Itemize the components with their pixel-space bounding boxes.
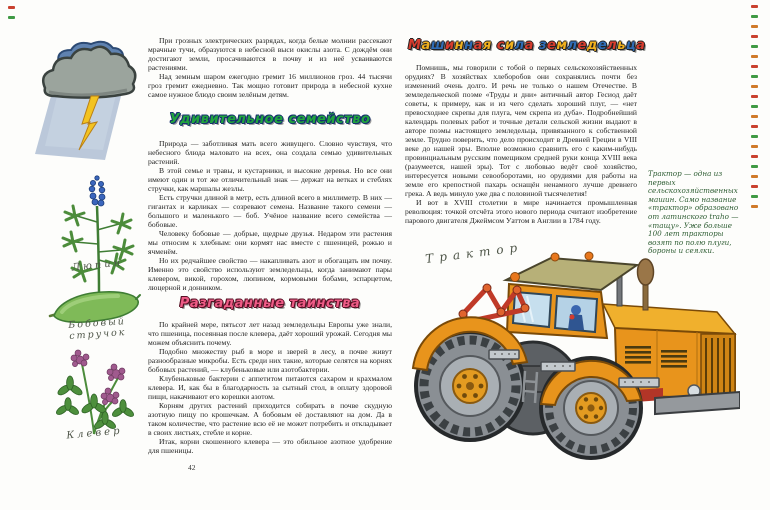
- page-number: 42: [188, 463, 196, 472]
- lupine-caption: Люпин: [71, 257, 124, 274]
- paragraph: При грозных электрических разрядах, когда белые молнии рассекают мрачные тучи, образуются в небесной выси окислы азота. С дождём они достигают земли, просачиваются в почву и из неё усваиваются растениями.: [148, 36, 392, 72]
- tractor-caption: Трактор: [424, 240, 524, 266]
- right-page: [395, 0, 770, 510]
- paragraph: Природа — заботливая мать всего живущего. Словно чувствуя, что небесного блюда маловато на всех, она создала семью удивительных растений.: [148, 139, 392, 166]
- paragraph: По крайней мере, пятьсот лет назад земледельцы Европы уже знали, что пшеница, посеянная после клевера, даёт хороший урожай. Сегодня мы можем объяснить почему.: [148, 320, 392, 347]
- tractor-margin-note: Трактор — одна из первых сельскохозяйственных машин. Само название «трактор» образовано от латинского traho — «тащу». Уже больше 100 лет тракторы возят по полю плуги, бороны и сеялки.: [648, 169, 739, 256]
- beacon-light-icon: [511, 273, 520, 282]
- paragraph: Подобно множеству рыб в море и зверей в лесу, в почве живут разнообразные микробы. Есть среди них такие, которые селятся на корнях бобовых растений, — клубеньковые или азотобактерии.: [148, 347, 392, 374]
- left-intro-text: [148, 36, 392, 99]
- paragraph: Есть стручки длиной в метр, есть длиной всего в миллиметр. В них — гигантах и карликах — созревают семена. Название такого семени — большого и маленького — боб. Учёное название всего семейства — бобовые.: [148, 193, 392, 229]
- clover-caption: Клевер: [66, 425, 123, 442]
- lupine-illustration: [55, 172, 140, 294]
- tractor-illustration: [405, 250, 740, 482]
- paragraph: Итак, корни скошенного клевера — это обильное азотное удобрение для пшеницы.: [148, 437, 392, 455]
- paragraph: Человеку бобовые — добрые, щедрые друзья. Недаром эти растения мы относим к хлебным: они кормят нас вместе с пшеницей, рожью и ячменём.: [148, 229, 392, 256]
- beacon-light-icon: [551, 253, 559, 261]
- paragraph: Клубеньковые бактерии с аппетитом питаются сахаром и крахмалом клевера. И, как бы в благодарность за сытный стол, в оплату здоровой пищи, накачивают его корешки азотом.: [148, 374, 392, 401]
- paragraph: Но их редчайшее свойство — накапливать азот и обогащать им почву. Именно это свойство используют земледельцы, когда занимают пары клевером, викой, горохом, люпином, кормовыми бобами, эспарцетом, люцерной и донником.: [148, 256, 392, 292]
- bean-pod-caption: Бобовый стручок: [67, 316, 127, 342]
- right-body-text: [405, 63, 637, 225]
- clover-illustration: [48, 344, 140, 436]
- storm-cloud-illustration: [35, 38, 140, 166]
- paragraph: И вот в XVIII столетии в мире начинается промышленная революция: точкой отсчёта этого нового периода считают изобретение парового двигателя Джеймсом Уаттом в Англии в 1784 году.: [405, 198, 637, 225]
- machine-power-heading: Машинная сила земледельца: [408, 38, 646, 53]
- paragraph: Корням других растений приходится собирать в почве скудную азотную пищу по крошечкам. А бобовым её доставляют на дом. Да в таком количестве, что растение всю её не может потребить и откладывает в своих листьях, стебле и корне.: [148, 401, 392, 437]
- section-heading-family: Удивительное семейство: [169, 112, 371, 127]
- left-section2-text: [148, 320, 392, 455]
- left-section1-text: [148, 139, 392, 292]
- section-heading-mysteries: Разгаданные таинства: [179, 296, 361, 311]
- paragraph: Над земным шаром ежегодно гремит 16 миллионов гроз. 44 тысячи гроз гремит ежедневно. Так мощно готовит природа в небесной кухне самое нужное блюдо своим зелёным детям.: [148, 72, 392, 99]
- beacon-light-icon: [585, 252, 593, 260]
- paragraph: Помнишь, мы говорили с тобой о первых сельскохозяйственных орудиях? В хозяйствах хлеборобов они сохранялись почти без изменений очень долго. И речь не только о нашем Отечестве. В земледельческой поэме «Труды и дни» античный автор Гесиод даёт советы, к примеру, как и из чего сделать хороший плуг, — «нет превосходнее скрепы для плуга, чем скрепа из дуба». Подробнейший календарь полевых работ и точные детали сельской жизни выдают в авторе поэмы настоящего земледельца, привязанного к собственной земле. Трудно поверить, что дело происходит в Древней Греции в VIII веке до нашей эры. Вполне возможно сравнить его с каким-нибудь провинциальным русским помещиком средней руки конца XVIII века (разумеется, нашей эры). Тот с любовью ведёт своё хозяйство, интересуется новыми севооборотами, но орудиями для работы на земле его крепостной пахарь оснащён ненамного лучше древнего грека. А ведь минуло уже два с половиной тысячелетия!: [405, 63, 637, 198]
- paragraph: В этой семье и травы, и кустарники, и высокие деревья. Но все они имеют один и тот же отличительный знак — держат на ветках и стеблях стручки, как маршалы жезлы.: [148, 166, 392, 193]
